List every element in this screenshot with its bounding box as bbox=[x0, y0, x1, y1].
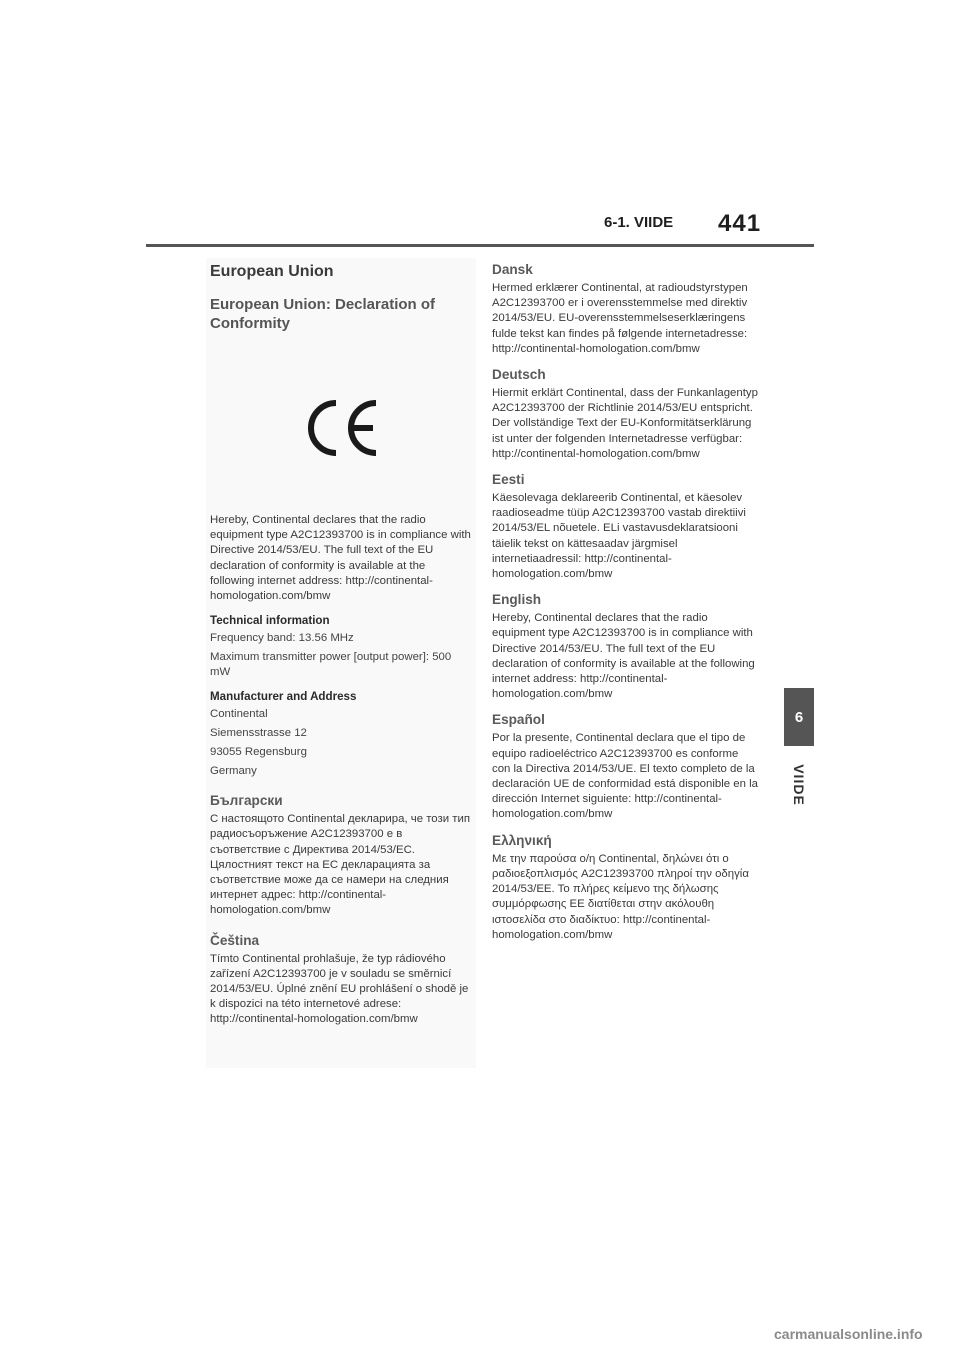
frequency-band: Frequency band: 13.56 MHz bbox=[210, 632, 354, 645]
manufacturer-street: Siemensstrasse 12 bbox=[210, 727, 307, 740]
manufacturer-heading: Manufacturer and Address bbox=[210, 690, 357, 704]
lang-heading-spanish: Español bbox=[492, 712, 545, 728]
lang-heading-german: Deutsch bbox=[492, 367, 546, 383]
lang-heading-english: English bbox=[492, 592, 542, 608]
chapter-side-label bbox=[774, 760, 824, 810]
lang-heading-greek: Ελληνική bbox=[492, 832, 552, 848]
lang-heading-bulgarian: Български bbox=[210, 793, 283, 809]
lang-heading-czech: Čeština bbox=[210, 932, 260, 948]
lang-text-danish: Hermed erklærer Continental, at radioudstyrstypen A2C12393700 er i overensstemmelse med direktiv 2014/53/EU. EU-overensstemmelseserklæringens fulde tekst kan findes på følgende internetadresse: http://continental-homologation.com/bmw bbox=[492, 282, 748, 355]
right-column bbox=[492, 258, 758, 949]
manufacturer-city: 93055 Regensburg bbox=[210, 746, 307, 759]
ce-mark-container bbox=[210, 343, 472, 513]
lang-text-czech: Tímto Continental prohlašuje, že typ rádiového zařízení A2C12393700 je v souladu se směrnicí 2014/53/EU. Úplné znění EU prohlášení o shodě je k dispozici na této internetové adrese: http://continental-homologation.com/bmw bbox=[210, 952, 469, 1026]
manufacturer-name: Continental bbox=[210, 708, 268, 721]
footer-watermark: carmanualsonline.info bbox=[774, 1326, 923, 1342]
lang-heading-estonian: Eesti bbox=[492, 472, 525, 488]
chapter-tab-number: 6 bbox=[794, 708, 804, 726]
lang-text-estonian: Käesolevaga deklareerib Continental, et käesolev raadioseadme tüüp A2C12393700 vastab direktiivi 2014/53/EL nõuetele. ELi vastavusdeklaratsiooni täielik tekst on kättesaadav järgmisel internetiaadressil: http://continental-homologation.com/bmw bbox=[492, 492, 746, 581]
lang-text-greek: Με την παρούσα ο/η Continental, δηλώνει ότι ο ραδιοεξοπλισμός A2C12393700 πληροί την οδηγία 2014/53/ΕΕ. Το πλήρες κείμενο της δήλωσης συμμόρφωσης ΕΕ διατίθεται στην ακόλουθη ιστοσελίδα στο διαδίκτυο: http://continental-homologation.com/bmw bbox=[492, 852, 749, 941]
lang-heading-danish: Dansk bbox=[492, 262, 533, 277]
manufacturer-country: Germany bbox=[210, 765, 257, 778]
header-divider bbox=[146, 244, 814, 247]
declaration-intro: Hereby, Continental declares that the radio equipment type A2C12393700 is in compliance with Directive 2014/53/EU. The full text of the EU declaration of conformity is available at the following internet address: http://continental-homologation.com/bmw bbox=[210, 514, 471, 603]
lang-text-german: Hiermit erklärt Continental, dass der Funkanlagentyp A2C12393700 der Richtlinie 2014/53/EU entspricht. Der vollständige Text der EU-Konformitätserklärung ist unter der folgenden Internetadresse verfügbar: http://continental-homologation.com/bmw bbox=[492, 387, 758, 460]
lang-text-spanish: Por la presente, Continental declara que el tipo de equipo radioeléctrico A2C12393700 es conforme con la Directiva 2014/53/UE. El texto completo de la declaración UE de conformidad está disponible en la dirección Internet siguiente: http://continental-homologation.com/bmw bbox=[492, 732, 758, 821]
declaration-subtitle: European Union: Declaration of Conformity bbox=[210, 296, 436, 332]
ce-mark-icon bbox=[303, 399, 379, 457]
chapter-side-label-text: VIIDE bbox=[790, 764, 807, 806]
lang-text-english: Hereby, Continental declares that the radio equipment type A2C12393700 is in compliance with Directive 2014/53/EU. The full text of the EU declaration of conformity is available at the following internet address: http://continental-homologation.com/bmw bbox=[492, 612, 755, 701]
header-section-title: 6-1. VIIDE bbox=[604, 214, 674, 231]
technical-info-heading: Technical information bbox=[210, 614, 330, 628]
left-column bbox=[206, 258, 476, 1068]
section-title: European Union bbox=[210, 263, 334, 280]
max-transmitter-power: Maximum transmitter power [output power]: 500 mW bbox=[210, 651, 452, 679]
lang-text-bulgarian: С настоящото Continental декларира, че този тип радиосъоръжение A2C12393700 е в съответствие с Директива 2014/53/ЕС. Цялостният текст на ЕС декларацията за съответствие може да се намери на следния интернет адрес: http://continental-homologation.com/bmw bbox=[210, 813, 471, 917]
page-number: 441 bbox=[718, 210, 762, 237]
chapter-tab[interactable] bbox=[784, 688, 814, 746]
